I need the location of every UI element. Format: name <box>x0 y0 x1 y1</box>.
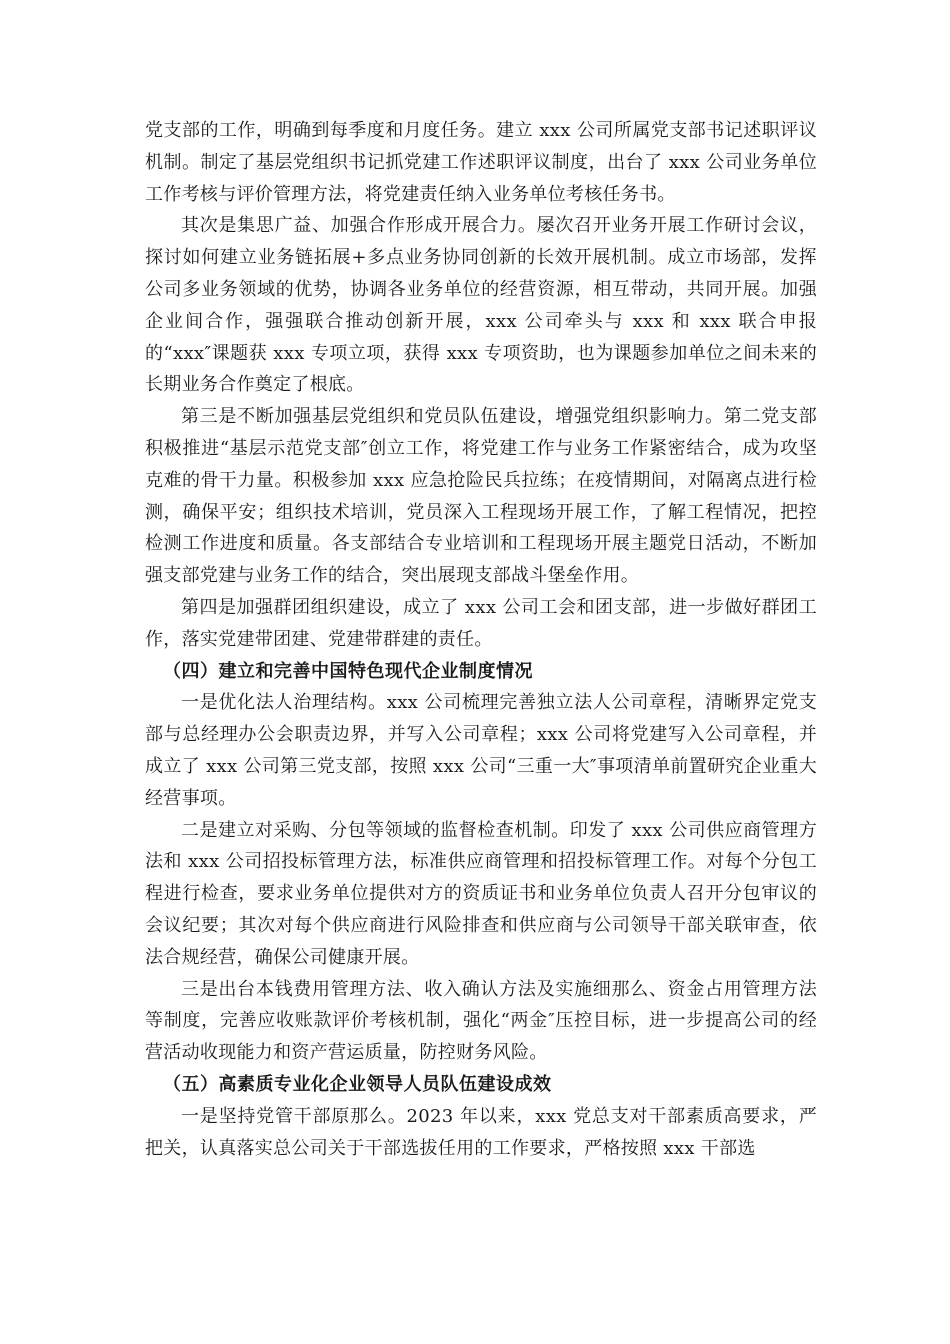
paragraph-cooperation: 其次是集思广益、加强合作形成开展合力。屡次召开业务开展工作研讨会议，探讨如何建立业务链拓展+多点业务协同创新的长效开展机制。成立市场部，发挥公司多业务领域的优势，协调各业务单位的经营资源，相互带动，共同开展。加强企业间合作，强强联合推动创新开展，xxx 公司牵头与 xxx 和 xxx 联合申报的“xxx″课题获 xxx 专项立项，获得 xxx 专项资助，也为课题参加单位之间未来的长期业务合作奠定了根底。 <box>145 215 817 396</box>
paragraph-mass-organizations: 第四是加强群团组织建设，成立了 xxx 公司工会和团支部，进一步做好群团工作，落实党建带团建、党建带群建的责任。 <box>145 596 817 650</box>
paragraph-grassroots-party-building: 第三是不断加强基层党组织和党员队伍建设，增强党组织影响力。第二党支部积极推进“基层示范党支部″创立工作，将党建工作与业务工作紧密结合，成为攻坚克难的骨干力量。积极参加 xxx 应急抢险民兵拉练；在疫情期间，对隔离点进行检测，确保平安；组织技术培训，党员深入工程现场开展工作，了解工程情况，把控检测工作进度和质量。各支部结合专业培训和工程现场开展主题党日活动，不断加强支部党建与业务工作的结合，突出展现支部战斗堡垒作用。 <box>145 406 817 587</box>
section-heading-4: （四）建立和完善中国特色现代企业制度情况 <box>163 660 533 682</box>
document-page <box>145 115 817 1164</box>
paragraph-cost-management: 三是出台本钱费用管理方法、收入确认方法及实施细那么、资金占用管理方法等制度，完善应收账款评价考核机制，强化“两金″压控目标，进一步提高公司的经营活动收现能力和资产营运质量，防控财务风险。 <box>145 978 817 1064</box>
paragraph-cadre-management: 一是坚持党管干部原那么。2023 年以来，xxx 党总支对干部素质高要求，严把关，认真落实总公司关于干部选拔任用的工作要求，严格按照 xxx 干部选 <box>145 1105 817 1159</box>
paragraph-party-branch-tasks: 党支部的工作，明确到每季度和月度任务。建立 xxx 公司所属党支部书记述职评议机制。制定了基层党组织书记抓党建工作述职评议制度，出台了 xxx 公司业务单位工作考核与评价管理方法，将党建责任纳入业务单位考核任务书。 <box>145 120 817 205</box>
paragraph-procurement-supervision: 二是建立对采购、分包等领域的监督检查机制。印发了 xxx 公司供应商管理方法和 xxx 公司招投标管理方法，标准供应商管理和招投标管理工作。对每个分包工程进行检查，要求业务单位提供对方的资质证书和业务单位负责人召开分包审议的会议纪要；其次对每个供应商进行风险排查和供应商与公司领导干部关联审查，依法合规经营，确保公司健康开展。 <box>145 819 817 968</box>
section-heading-5: （五）高素质专业化企业领导人员队伍建设成效 <box>163 1073 552 1095</box>
paragraph-governance-structure: 一是优化法人治理结构。xxx 公司梳理完善独立法人公司章程，清晰界定党支部与总经理办公会职责边界，并写入公司章程；xxx 公司将党建写入公司章程，并成立了 xxx 公司第三党支部，按照 xxx 公司“三重一大″事项清单前置研究企业重大经营事项。 <box>145 692 817 809</box>
